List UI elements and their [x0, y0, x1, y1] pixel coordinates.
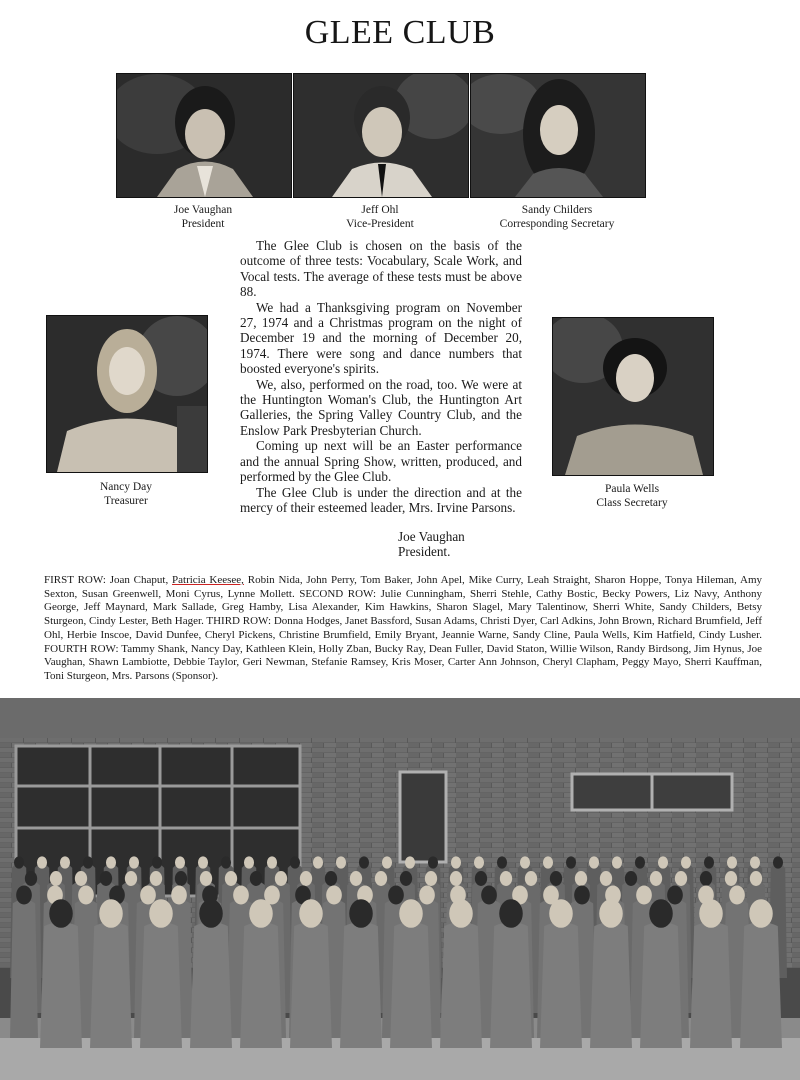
article-paragraph: The Glee Club is chosen on the basis of the outcome of three tests: Vocabulary, Scale Work, and Vocal tests. The average of these tests must be above 88.: [240, 238, 522, 300]
article-paragraph: Coming up next will be an Easter performance and the annual Spring Show, written, produced, and performed by the Glee Club.: [240, 438, 522, 485]
officer-role: Class Secretary: [596, 497, 668, 509]
article-paragraph: The Glee Club is under the direction and at the mercy of their esteemed leader, Mrs. Irvine Parsons.: [240, 484, 522, 515]
officer-name: Jeff Ohl: [361, 204, 399, 216]
group-photo: [0, 698, 800, 1080]
officer-caption: [116, 203, 290, 231]
officer-name: Nancy Day: [99, 481, 153, 493]
article-body: [240, 238, 522, 515]
portrait-photo: [293, 73, 469, 198]
officer-role: Vice-President: [346, 218, 414, 230]
signature-role: President.: [398, 544, 451, 560]
article-signature: [398, 529, 465, 560]
member-rows: [44, 574, 762, 684]
officer-name: Joe Vaughan: [173, 204, 233, 216]
portrait-photo: [46, 315, 208, 473]
portrait-photo: [552, 317, 714, 476]
page-title: GLEE CLUB: [304, 14, 496, 51]
portrait-photo: [470, 73, 646, 198]
article-paragraph: We, also, performed on the road, too. We were at the Huntington Woman's Club, the Huntington Art Galleries, the Spring Valley Country Club, and the Enslow Park Presbyterian Church.: [240, 376, 522, 438]
underlined-name: Patricia Keesee,: [172, 574, 244, 586]
officer-name: Sandy Childers: [521, 204, 593, 216]
officer-role: Treasurer: [104, 495, 148, 507]
officer-caption: [552, 482, 712, 510]
officer-role: President: [181, 218, 225, 230]
officer-caption: [293, 203, 467, 231]
officer-name: Paula Wells: [604, 483, 660, 495]
officer-caption: [46, 480, 206, 508]
portrait-photo: [116, 73, 292, 198]
signature-name: Joe Vaughan: [398, 529, 465, 544]
rows-text-start: FIRST ROW: Joan Chaput,: [44, 574, 173, 586]
article-paragraph: We had a Thanksgiving program on November 27, 1974 and a Christmas program on the night of December 19 and the morning of December 20, 1974. There were song and dance numbers that boosted everyone's spirits.: [240, 299, 522, 377]
officer-caption: [470, 203, 644, 231]
rows-text-rest: Robin Nida, John Perry, Tom Baker, John Apel, Mike Curry, Leah Straight, Sharon Hoppe, Tonya Hileman, Amy Sexton, Susan Greenwell, Moni Cyrus, Lynne Mollett. SECOND ROW: Julie Cunningham, Sherri Stehle, Cathy Bostic, Becky Powers, Liz Navy, Anthony George, Jeff Maynard, Mark Sallade, Greg Hamby, Lisa Alexander, Kim Hawkins, Sharon Slagel, Mary Talentinow, Sherri White, Sandy Childers, Betsy Sturgeon, Cindy Lester, Beth Hager. THIRD ROW: Donna Hodges, Janet Bassford, Susan Adams, Christi Dyer, Carl Adkins, John Brown, Richard Brumfield, Jeff Ohl, Herbie Inscoe, David Dunfee, Cheryl Pickens, Christine Brumfield, Emily Bryant, Jeannie Warne, Sandy Cline, Paula Wells, Kim Hatfield, Cindy Lusher. FOURTH ROW: Tammy Shank, Nancy Day, Kathleen Klein, Holly Zban, Bucky Ray, Dean Fuller, David Staton, Willie Wilson, Randy Birdsong, Jim Hynus, Joe Vaughan, Shawn Lambiotte, Debbie Taylor, Geri Newman, Stefanie Ramsey, Kris Moser, Carter Ann Johnson, Cheryl Clapham, Peggy Mayo, Sherri Kauffman, Toni Sturgeon, Mrs. Parsons (Sponsor).: [44, 574, 762, 682]
officer-role: Corresponding Secretary: [499, 218, 615, 230]
